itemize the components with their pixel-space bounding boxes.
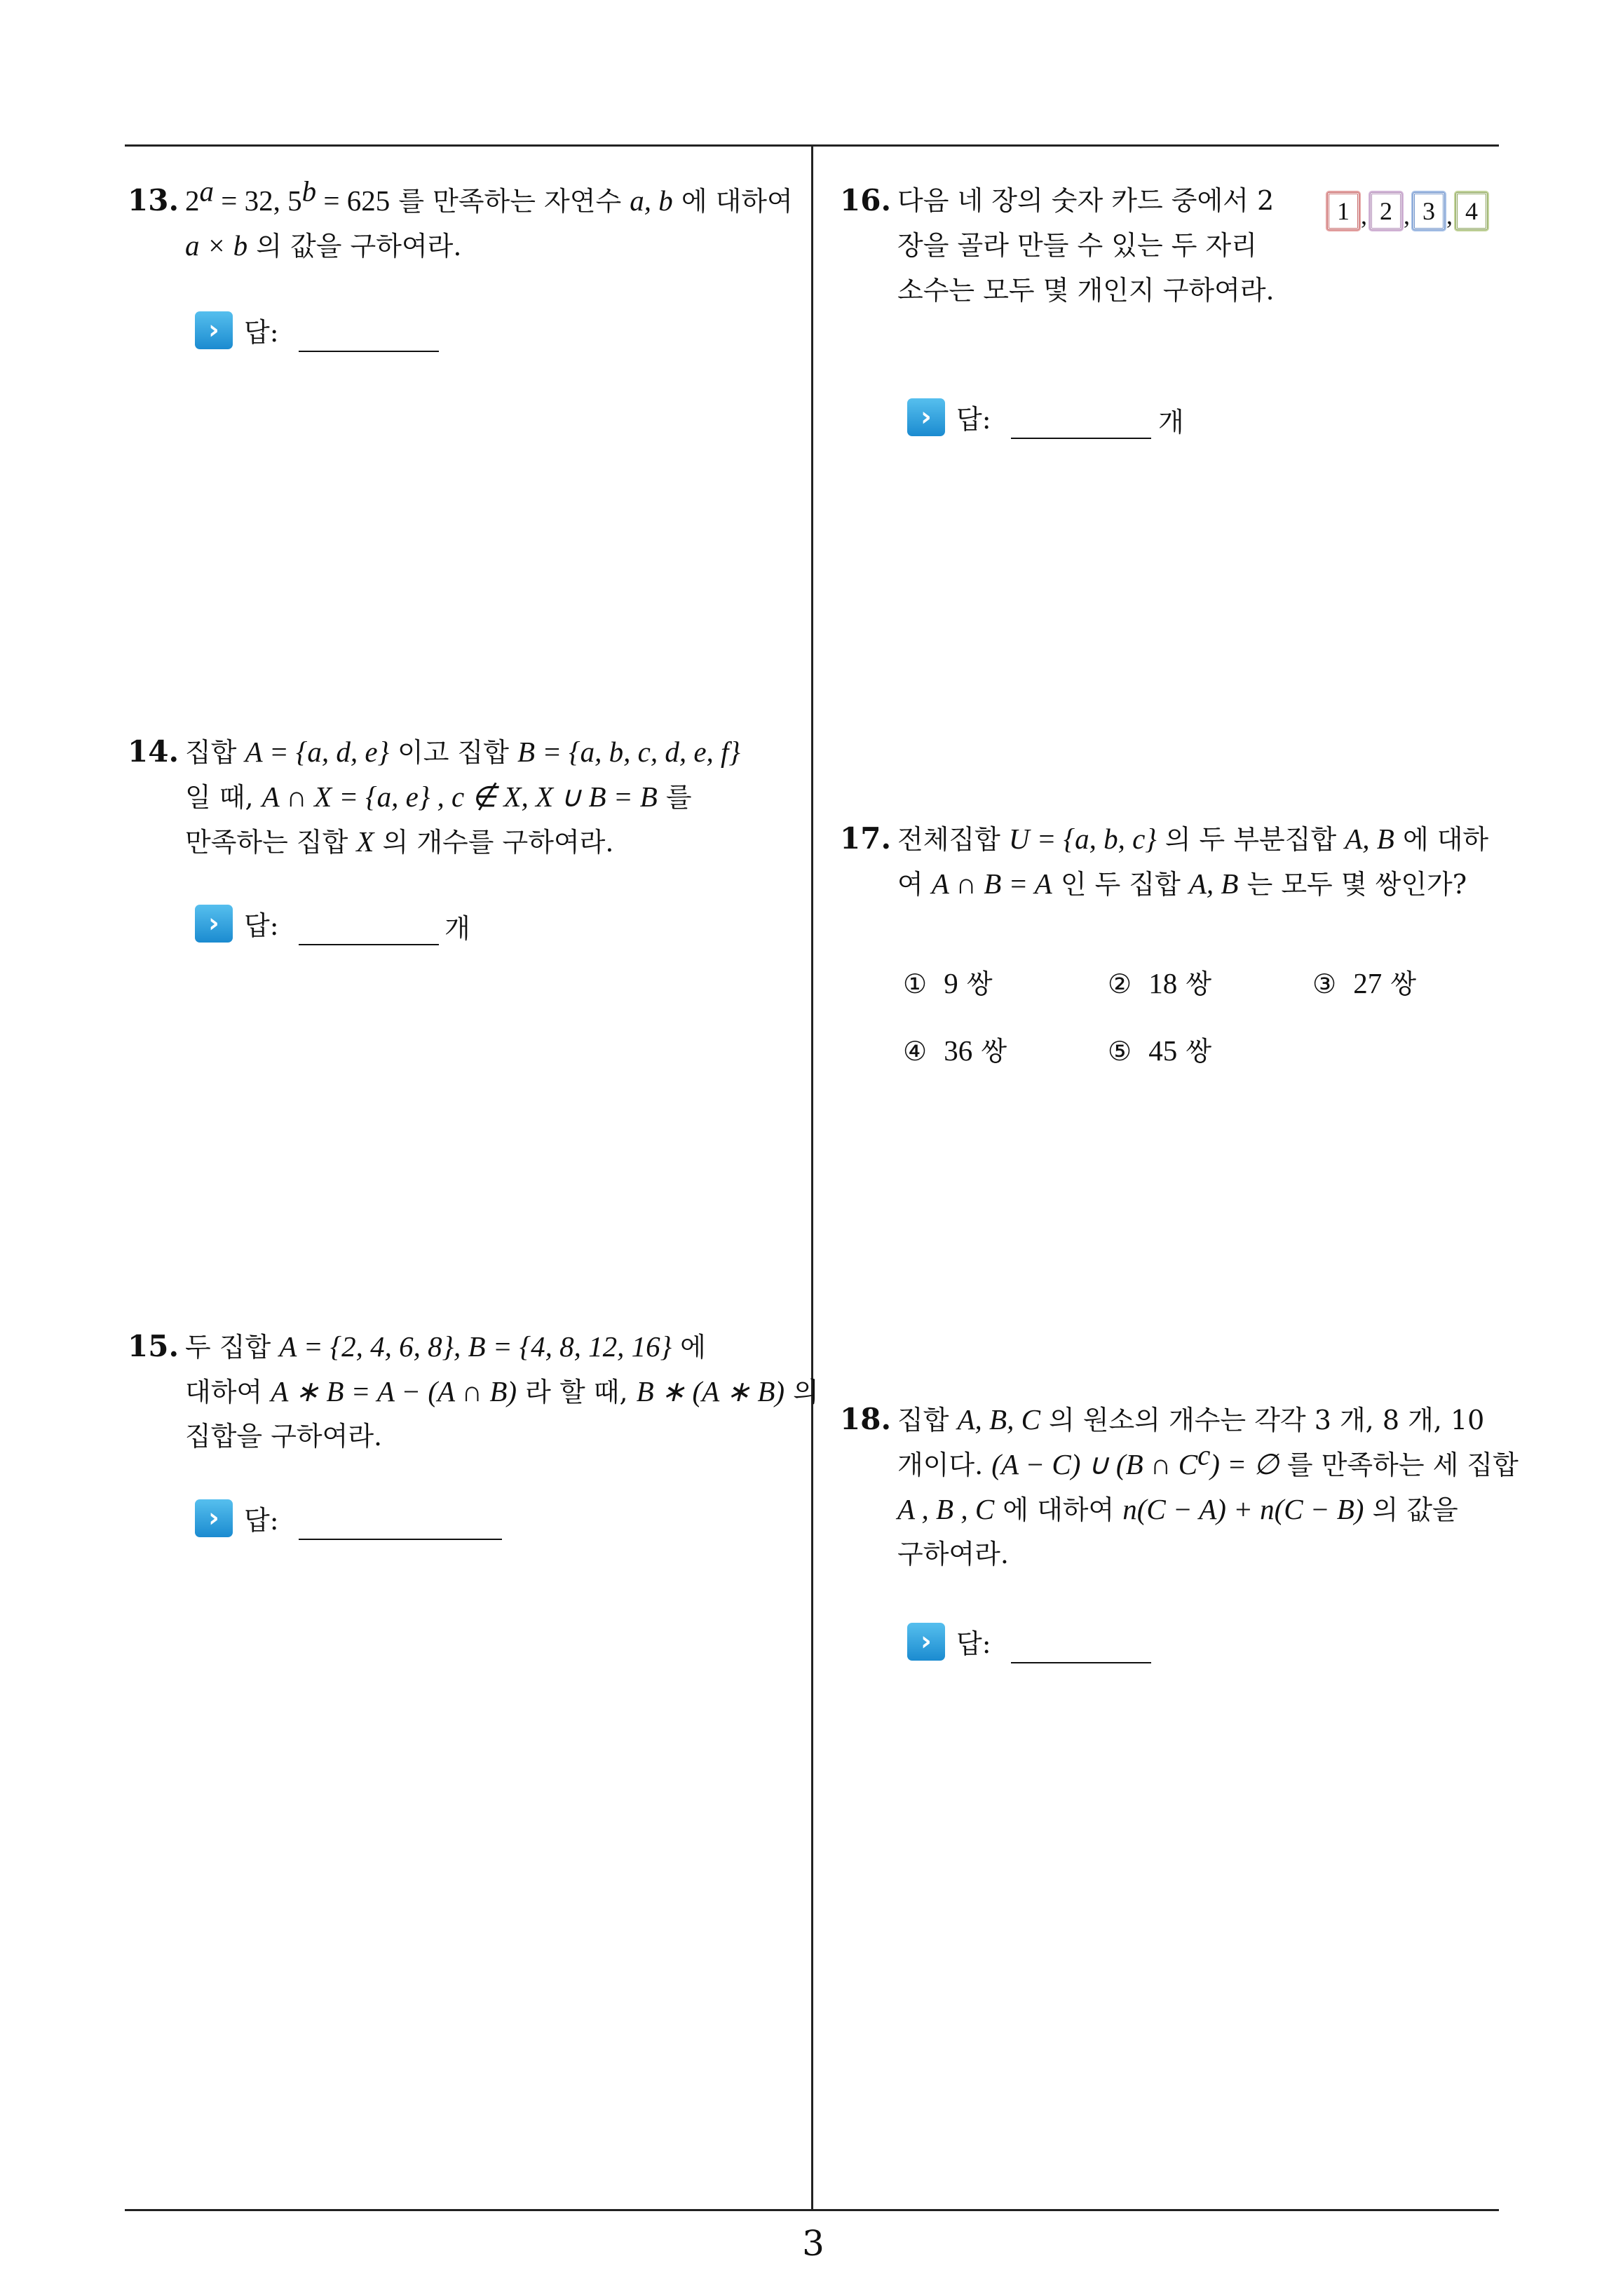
problem-16-line-2: 장을 골라 만들 수 있는 두 자리	[897, 230, 1257, 261]
choice-5[interactable]: ⑤ 45 쌍	[1108, 1034, 1212, 1067]
answer-label: 답:	[956, 404, 991, 435]
answer-label: 답:	[244, 317, 279, 348]
number-card-1: 1	[1327, 192, 1359, 230]
choice-2[interactable]: ② 18 쌍	[1108, 967, 1212, 999]
chevron-right-icon: ›	[195, 905, 233, 943]
answer-blank[interactable]	[299, 944, 439, 945]
card-separator: ,	[1446, 201, 1453, 229]
answer-blank[interactable]	[1011, 1662, 1151, 1663]
answer-field[interactable]	[195, 905, 545, 947]
problem-15	[128, 1324, 819, 1605]
problem-number: 14.	[128, 734, 179, 769]
number-card-3: 3	[1413, 192, 1445, 230]
answer-field[interactable]	[907, 398, 1258, 440]
problem-15-line-2: 대하여 A ∗ B = A − (A ∩ B) 라 할 때, B ∗ (A ∗ B) 의	[185, 1375, 819, 1407]
answer-blank[interactable]	[299, 1539, 502, 1540]
problem-number: 18.	[840, 1402, 892, 1436]
choice-3[interactable]: ③ 27 쌍	[1312, 967, 1417, 999]
answer-blank[interactable]	[1011, 438, 1151, 439]
problem-number: 15.	[128, 1329, 179, 1363]
problem-17-line-1: 전체집합 U = {a, b, c} 의 두 부분집합 A, B 에 대하	[897, 823, 1489, 855]
problem-17-line-2: 여 A ∩ B = A 인 두 집합 A, B 는 모두 몇 쌍인가?	[897, 867, 1467, 900]
answer-unit: 개	[1158, 407, 1184, 438]
number-card-2: 2	[1370, 192, 1402, 230]
page-number: 3	[802, 2223, 824, 2264]
chevron-right-icon: ›	[195, 311, 233, 349]
card-separator: ,	[1361, 201, 1367, 229]
problem-14-line-3: 만족하는 집합 X 의 개수를 구하여라.	[185, 825, 614, 858]
number-card-4: 4	[1455, 192, 1488, 230]
problem-number: 17.	[840, 821, 892, 856]
column-divider	[811, 144, 813, 2210]
choice-1[interactable]: ① 9 쌍	[903, 967, 993, 999]
problem-13	[128, 175, 801, 473]
problem-16	[840, 178, 1331, 459]
problem-18-line-4: 구하여라.	[897, 1539, 1009, 1569]
problem-14-line-2: 일 때, A ∩ X = {a, e} , c ∉ X, X ∪ B = B 를	[185, 781, 692, 813]
problem-14	[128, 729, 801, 1024]
problem-15-line-3: 집합을 구하여라.	[185, 1421, 383, 1452]
problem-14-line-1: 집합 A = {a, d, e} 이고 집합 B = {a, b, c, d, e, f}	[185, 736, 740, 768]
answer-label: 답:	[956, 1628, 991, 1659]
problem-13-line-2: a × b 의 값을 구하여라.	[185, 229, 462, 262]
problem-18-line-2: 개이다. (A − C) ∪ (B ∩ $C^c$) = ∅ 를 만족하는 세 집합	[897, 1438, 1519, 1480]
problem-number: 13.	[128, 183, 179, 217]
chevron-right-icon: ›	[195, 1499, 233, 1537]
answer-field[interactable]	[907, 1623, 1258, 1665]
card-separator: ,	[1404, 201, 1410, 229]
problem-16-line-3: 소수는 모두 몇 개인지 구하여라.	[897, 275, 1275, 306]
answer-blank[interactable]	[299, 351, 439, 352]
problem-15-line-1: 두 집합 A = {2, 4, 6, 8}, B = {4, 8, 12, 16} 에	[185, 1330, 706, 1363]
answer-label: 답:	[244, 1505, 279, 1536]
problem-18-line-1: 집합 A, B, C 의 원소의 개수는 각각 3 개, 8 개, 10	[897, 1403, 1485, 1436]
problem-18-line-3: A , B , C 에 대하여 n(C − A) + n(C − B) 의 값을	[897, 1493, 1458, 1525]
answer-label: 답:	[244, 910, 279, 941]
chevron-right-icon: ›	[907, 1623, 945, 1661]
problem-number: 16.	[840, 183, 892, 217]
problem-17	[840, 816, 1513, 1083]
answer-field[interactable]	[195, 1499, 616, 1541]
problem-16-line-1: 다음 네 장의 숫자 카드 중에서 2	[897, 185, 1275, 216]
problem-13-line-1: $2^a = 32$, $5^b = 625$ 를 만족하는 자연수 a, b 에 대하여	[185, 175, 793, 217]
bottom-rule	[125, 2209, 1499, 2211]
answer-field[interactable]	[195, 311, 545, 353]
number-cards	[1327, 192, 1488, 241]
answer-unit: 개	[444, 913, 470, 944]
choice-4[interactable]: ④ 36 쌍	[903, 1034, 1007, 1067]
problem-18	[840, 1397, 1519, 1706]
chevron-right-icon: ›	[907, 398, 945, 436]
